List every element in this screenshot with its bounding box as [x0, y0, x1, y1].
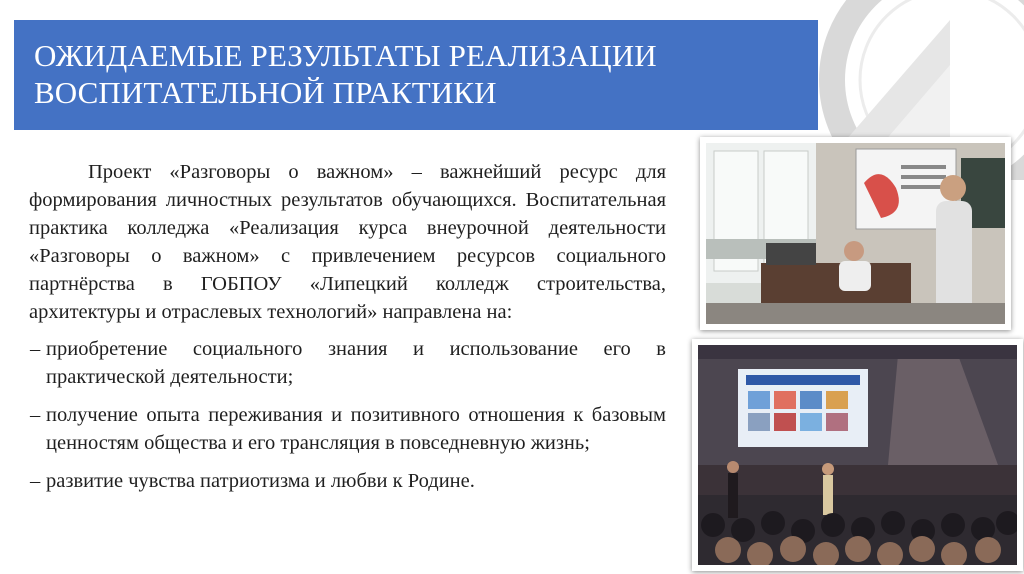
slide-title-line-1: ОЖИДАЕМЫЕ РЕЗУЛЬТАТЫ РЕАЛИЗАЦИИ — [34, 38, 657, 73]
classroom-presentation-photo — [700, 137, 1011, 330]
auditorium-event-photo — [692, 339, 1023, 571]
list-item-text: получение опыта переживания и позитивного отношения к базовым ценностям общества и его трансляция в повседневную жизнь; — [46, 404, 666, 454]
list-item — [26, 335, 666, 391]
intro-paragraph: Проект «Разговоры о важном» – важнейший ресурс для формирования личностных результатов обучающихся. Воспитательная практика колледжа «Реализация курса внеурочной деятельности «Разговоры о важном» с привлечением ресурсов социального партнёрства в ГОБПОУ «Липецкий колледж строительства, архитектуры и отраслевых технологий» направлена на: — [29, 161, 666, 323]
slide-title-line-2: ВОСПИТАТЕЛЬНОЙ ПРАКТИКИ — [34, 75, 497, 110]
bullet-dash: – — [30, 404, 41, 426]
list-item — [26, 467, 666, 495]
results-list — [26, 335, 666, 495]
bullet-dash: – — [30, 470, 41, 492]
slide-title-bar — [14, 20, 818, 130]
bullet-dash: – — [30, 338, 41, 360]
list-item-text: развитие чувства патриотизма и любви к Родине. — [46, 470, 475, 492]
slide-body — [26, 158, 666, 505]
list-item — [26, 401, 666, 457]
list-item-text: приобретение социального знания и использование его в практической деятельности; — [46, 338, 666, 388]
